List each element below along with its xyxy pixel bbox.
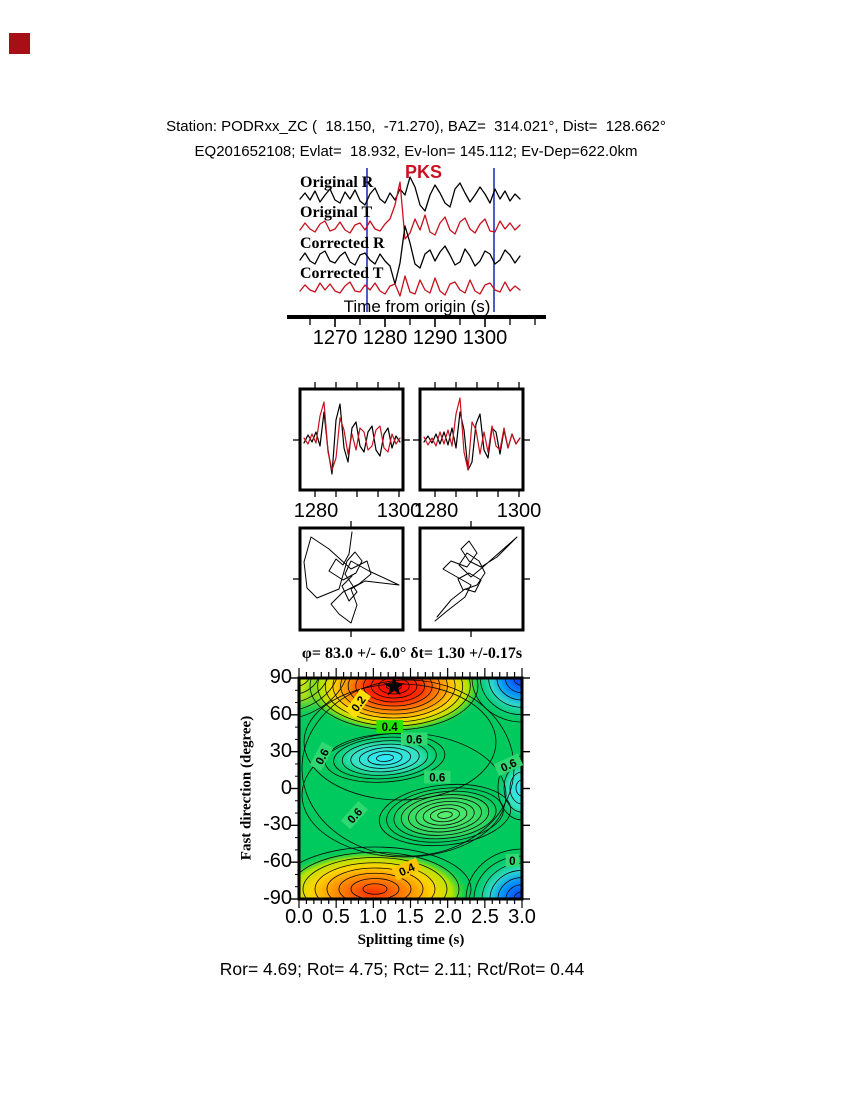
box1-tick-1300: 1300 [376,500,422,522]
contour-label-text: 0.4 [397,861,417,880]
time-axis-label: Time from origin (s) [343,297,491,316]
particle-motion-path [304,532,399,623]
trace-label-original-t: Original T [300,204,373,221]
trace-label-original-r: Original R [300,174,374,191]
splitting-stats: Ror= 4.69; Rot= 4.75; Rct= 2.11; Rct/Rot= 0.44 [219,959,585,979]
xtick-05: 0.5 [322,906,350,928]
box2-tick-1280: 1280 [413,500,459,522]
contour-label [376,720,403,734]
contour-ylabel: Fast direction (degree) [238,715,255,861]
ytick-m90: -90 [263,887,292,909]
contour-label-text: 0.6 [313,747,332,767]
contour-label-text: 0.2 [349,694,369,715]
ytick-60: 60 [269,703,292,725]
windowed-trace [304,404,400,474]
time-tick-1290: 1290 [412,327,458,349]
ytick-0: 0 [280,777,292,799]
xtick-30: 3.0 [508,906,536,928]
contour-label-text: 0 [509,855,516,868]
contour-title: φ= 83.0 +/- 6.0° δt= 1.30 +/-0.17s [301,645,523,662]
contour-blob-green [385,785,505,845]
particle-motion-box [420,528,523,630]
time-tick-1280: 1280 [362,327,408,349]
contour-label-text: 0.6 [429,772,446,785]
ytick-90: 90 [269,666,292,688]
trace-label-corrected-t: Corrected T [300,265,384,282]
box1-tick-1280: 1280 [293,500,339,522]
time-tick-1270: 1270 [312,327,358,349]
contour-label [424,770,451,784]
xtick-25: 2.5 [471,906,499,928]
station-header-line: Station: PODRxx_ZC ( 18.150, -71.270), BAZ= 314.021°, Dist= 128.662° [166,118,666,135]
windowed-trace [424,412,520,470]
windowed-trace [304,402,400,470]
xtick-10: 1.0 [359,906,387,928]
particle-motion-path [435,537,517,621]
contour-label-text: 0.4 [381,722,398,735]
particle-motion-box [300,528,403,630]
trace-label-corrected-r: Corrected R [300,235,385,252]
waveform-box [420,389,523,490]
ytick-30: 30 [269,740,292,762]
contour-label-text: 0.6 [345,806,366,827]
ytick-m30: -30 [263,813,292,835]
xtick-15: 1.5 [396,906,424,928]
ytick-m60: -60 [263,850,292,872]
box2-tick-1300: 1300 [496,500,542,522]
contour-label-text: 0.6 [499,757,519,775]
contour-xlabel: Splitting time (s) [357,932,465,948]
contour-label-text: 0.6 [406,734,423,747]
phase-label-pks: PKS [405,162,443,182]
xtick-20: 2.0 [434,906,462,928]
time-tick-1300: 1300 [462,327,508,349]
contour-label [401,732,428,746]
event-header-line: EQ201652108; Evlat= 18.932, Ev-lon= 145.112; Ev-Dep=622.0km [194,143,638,160]
contour-label [506,854,520,868]
xtick-00: 0.0 [285,906,313,928]
